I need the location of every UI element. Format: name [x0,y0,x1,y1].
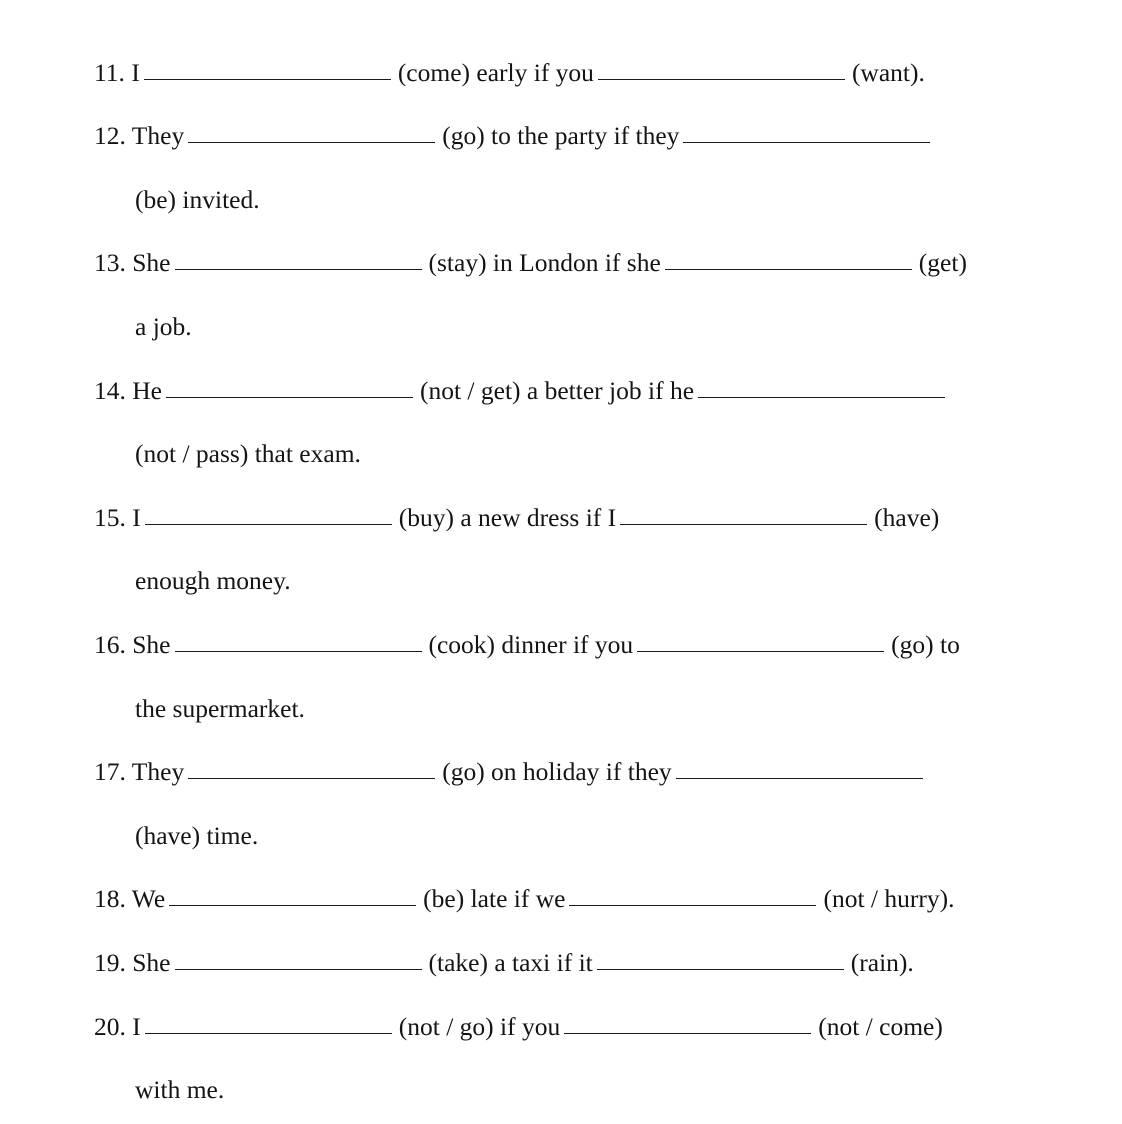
exercise-clause: (come) early if you [397,58,594,87]
exercise-clause: (go) to the party if they [442,121,680,150]
exercise-number: 16. [94,630,126,659]
exercise-clause: (go) on holiday if they [442,757,672,786]
answer-blank-2[interactable] [597,968,844,970]
exercise-19 [94,948,914,978]
exercise-clause: (take) a taxi if it [428,948,593,977]
exercise-subject: She [132,948,171,977]
exercise-number: 14. [94,376,126,405]
answer-blank-1[interactable] [188,777,435,779]
answer-blank-1[interactable] [166,396,413,398]
exercise-clause: (stay) in London if she [428,248,661,277]
exercise-17 [94,757,930,787]
exercise-number: 20. [94,1012,126,1041]
answer-blank-2[interactable] [683,141,930,143]
exercise-clause-end: (want). [851,58,925,87]
answer-blank-1[interactable] [145,1032,392,1034]
answer-blank-1[interactable] [175,268,422,270]
answer-blank-1[interactable] [188,141,435,143]
exercise-subject: She [132,248,171,277]
exercise-number: 13. [94,248,126,277]
exercise-number: 15. [94,503,126,532]
exercise-subject: I [132,1012,141,1041]
exercise-15-continuation: enough money. [135,566,291,595]
exercise-clause: (not / get) a better job if he [419,376,695,405]
exercise-clause-end: (not / hurry). [823,884,955,913]
exercise-clause-end: (get) [918,248,967,277]
exercise-13 [94,248,967,278]
answer-blank-2[interactable] [569,904,816,906]
exercise-subject: We [131,884,166,913]
exercise-12-continuation: (be) invited. [135,185,260,214]
answer-blank-1[interactable] [144,78,391,80]
exercise-subject: They [131,121,185,150]
exercise-16 [94,630,960,660]
exercise-number: 18. [94,884,126,913]
exercise-14-continuation: (not / pass) that exam. [135,439,361,468]
exercise-number: 11. [94,58,125,87]
answer-blank-1[interactable] [169,904,416,906]
answer-blank-2[interactable] [698,396,945,398]
exercise-clause-end: (not / come) [818,1012,943,1041]
exercise-clause: (not / go) if you [398,1012,561,1041]
answer-blank-1[interactable] [145,523,392,525]
exercise-20-continuation: with me. [135,1075,225,1104]
exercise-subject: They [131,757,185,786]
exercise-15 [94,503,939,533]
answer-blank-1[interactable] [175,968,422,970]
exercise-17-continuation: (have) time. [135,821,259,850]
exercise-12 [94,121,937,151]
exercise-subject: She [132,630,171,659]
exercise-13-continuation: a job. [135,312,192,341]
exercise-clause: (be) late if we [423,884,566,913]
exercise-number: 17. [94,757,126,786]
exercise-clause-end: (go) to [891,630,960,659]
exercise-subject: He [132,376,162,405]
exercise-clause-end: (rain). [850,948,914,977]
exercise-11 [94,58,925,88]
answer-blank-2[interactable] [665,268,912,270]
exercise-16-continuation: the supermarket. [135,694,305,723]
exercise-subject: I [131,58,140,87]
answer-blank-2[interactable] [676,777,923,779]
answer-blank-2[interactable] [620,523,867,525]
exercise-number: 12. [94,121,126,150]
exercise-14 [94,376,952,406]
exercise-number: 19. [94,948,126,977]
answer-blank-1[interactable] [175,650,422,652]
exercise-clause: (buy) a new dress if I [398,503,617,532]
answer-blank-2[interactable] [564,1032,811,1034]
exercise-subject: I [132,503,141,532]
exercise-18 [94,884,954,914]
exercise-20 [94,1012,943,1042]
answer-blank-2[interactable] [598,78,845,80]
exercise-clause: (cook) dinner if you [428,630,634,659]
exercise-clause-end: (have) [874,503,940,532]
answer-blank-2[interactable] [637,650,884,652]
